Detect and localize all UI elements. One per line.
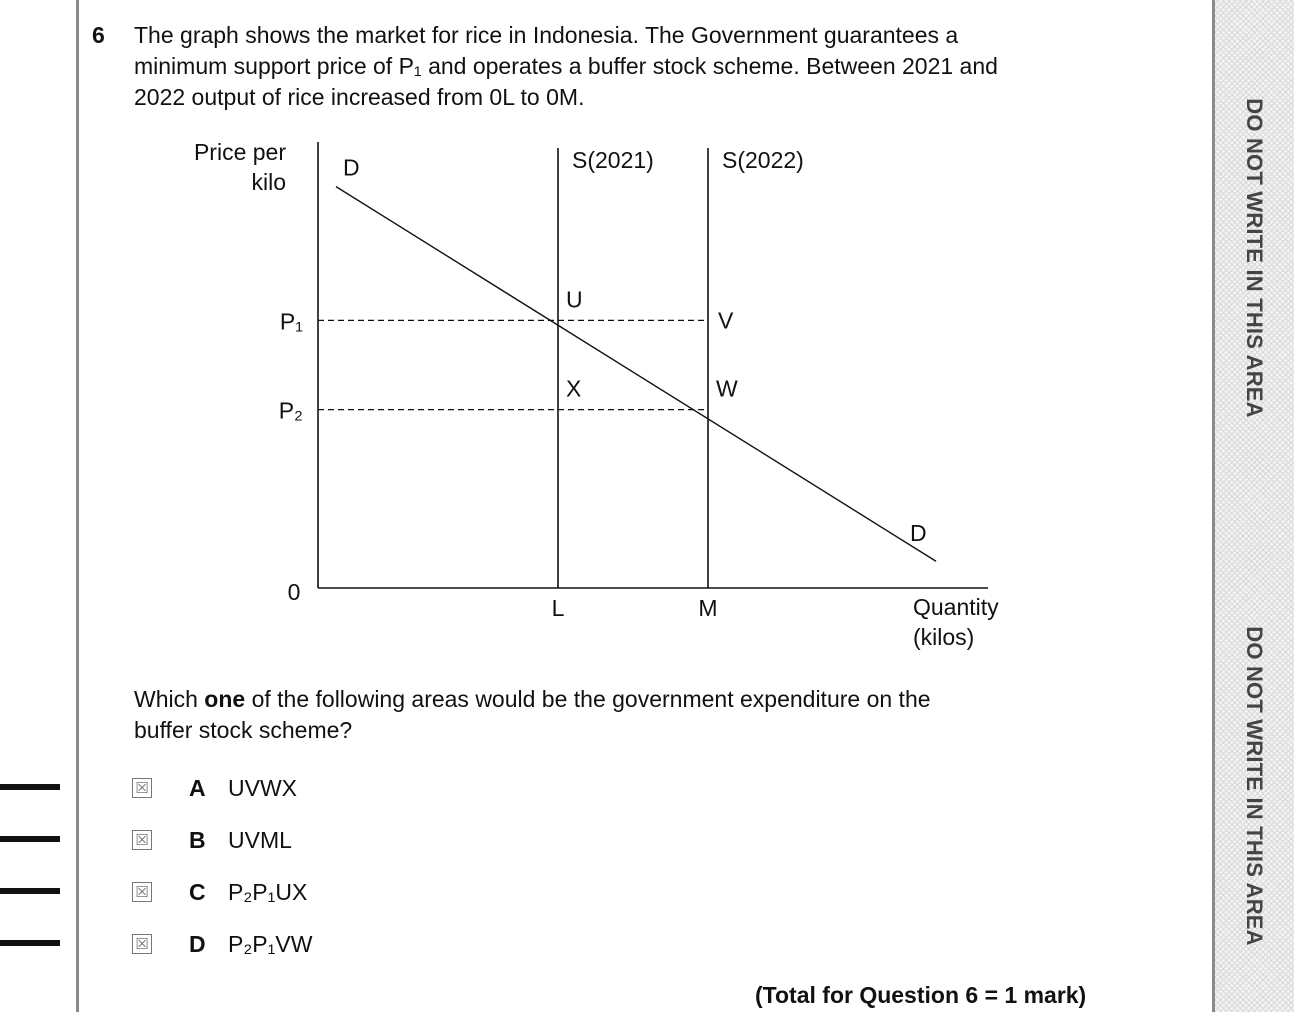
option-b-letter: B bbox=[189, 827, 206, 853]
margin-tick-mark bbox=[0, 784, 60, 790]
stem-line: 2022 output of rice increased from 0L to 0M. bbox=[134, 84, 585, 110]
margin-tick-mark bbox=[0, 940, 60, 946]
margin-tick-mark bbox=[0, 888, 60, 894]
prompt-text: buffer stock scheme? bbox=[134, 717, 353, 743]
demand-line bbox=[336, 187, 936, 562]
price-tick-label: P₂ bbox=[278, 397, 303, 424]
margin-tick-mark bbox=[0, 836, 60, 842]
point-label-v: V bbox=[718, 307, 734, 334]
y-axis-label: kilo bbox=[251, 169, 286, 195]
option-a-checkbox[interactable]: ☒ bbox=[132, 778, 152, 798]
option-c-checkbox[interactable]: ☒ bbox=[132, 882, 152, 902]
option-b-text: UVML bbox=[228, 827, 292, 853]
quantity-tick-label: L bbox=[551, 595, 565, 621]
option-a-text: UVWX bbox=[228, 775, 297, 801]
option-a-letter: A bbox=[189, 775, 206, 801]
question-number: 6 bbox=[92, 22, 105, 48]
x-axis-label: (kilos) bbox=[913, 624, 975, 650]
y-axis-label: Price per bbox=[193, 139, 286, 165]
option-d-checkbox[interactable]: ☒ bbox=[132, 934, 152, 954]
stem-line: minimum support price of P₁ and operates a buffer stock scheme. Between 2021 and bbox=[134, 53, 998, 79]
quantity-tick-label: M bbox=[698, 595, 718, 621]
option-c-letter: C bbox=[189, 879, 206, 905]
point-label-w: W bbox=[716, 375, 738, 402]
origin-label: 0 bbox=[287, 579, 301, 605]
question-prompt bbox=[134, 684, 931, 746]
prompt-text: Which bbox=[134, 686, 205, 712]
point-label-x: X bbox=[566, 375, 582, 402]
total-marks: (Total for Question 6 = 1 mark) bbox=[755, 982, 1087, 1008]
demand-label-start: D bbox=[343, 154, 360, 181]
option-c-text: P₂P₁UX bbox=[228, 879, 308, 905]
option-b-checkbox[interactable]: ☒ bbox=[132, 830, 152, 850]
price-tick-label: P₁ bbox=[279, 308, 303, 335]
prompt-text: of the following areas would be the government expenditure on the bbox=[245, 686, 931, 712]
supply-label: S(2021) bbox=[572, 147, 654, 173]
stem-line: The graph shows the market for rice in Indonesia. The Government guarantees a bbox=[134, 22, 959, 48]
point-label-u: U bbox=[566, 286, 583, 313]
supply-label: S(2022) bbox=[722, 147, 804, 173]
do-not-write-text: DO NOT WRITE IN THIS AREA bbox=[1242, 98, 1267, 418]
x-axis-label: Quantity bbox=[913, 594, 999, 620]
prompt-emphasis: one bbox=[204, 686, 246, 712]
do-not-write-text: DO NOT WRITE IN THIS AREA bbox=[1242, 626, 1267, 946]
option-d-text: P₂P₁VW bbox=[228, 931, 313, 957]
option-d-letter: D bbox=[189, 931, 206, 957]
demand-label-end: D bbox=[910, 520, 927, 547]
